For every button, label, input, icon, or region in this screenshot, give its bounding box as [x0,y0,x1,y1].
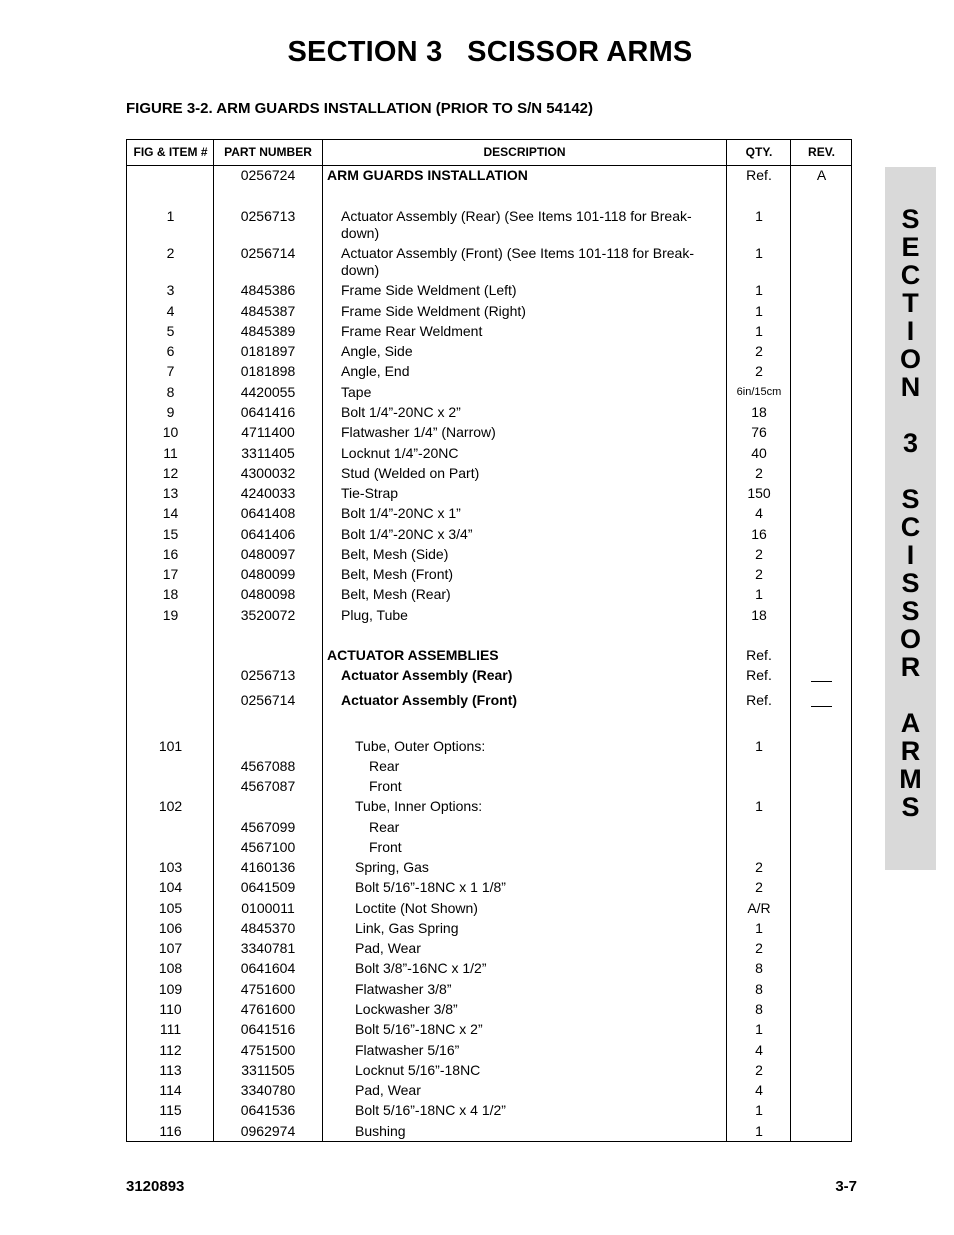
qty-cell: Ref. [746,647,772,663]
fig-item-cell: 112 [159,1042,182,1058]
description-cell: Flatwasher 3/8” [355,981,452,997]
part-number-cell: 0641509 [240,879,296,895]
description-cell: Bolt 1/4”-20NC x 1” [341,505,461,521]
fig-item-cell: 12 [162,465,179,481]
description-cell: Rear [369,758,400,774]
fig-item-cell: 10 [162,424,179,440]
table-row [127,282,851,300]
table-row [127,424,851,442]
description-cell: Bolt 1/4”-20NC x 2” [341,404,461,420]
description-cell: Tie-Strap [341,485,399,501]
part-number-cell: 0641604 [240,960,296,976]
fig-item-cell: 6 [166,343,175,359]
table-row [127,167,851,185]
part-number-cell: 0480099 [240,566,296,582]
fig-item-cell: 8 [166,384,175,400]
description-cell: Front [369,839,402,855]
qty-cell: 2 [755,940,763,956]
part-number-cell: 4567099 [240,819,296,835]
qty-cell: 8 [755,1001,763,1017]
part-number-cell: 0641516 [240,1021,296,1037]
side-tab-letter: M [899,764,922,794]
part-number-cell: 0641408 [240,505,296,521]
parts-table [126,139,852,1142]
description-cell: Belt, Mesh (Front) [341,566,454,582]
description-cell: Flatwasher 1/4” (Narrow) [341,424,496,440]
side-tab-letter: I [906,540,915,570]
fig-item-cell: 9 [166,404,175,420]
description-cell-continued: down) [341,225,380,241]
description-cell: Pad, Wear [355,1082,421,1098]
table-header [127,140,851,166]
table-row [127,323,851,341]
header-fig-item: FIG & ITEM # [133,145,208,159]
part-number-cell: 4845386 [240,282,296,298]
table-row [127,667,851,685]
part-number-cell: 3340780 [240,1082,296,1098]
side-tab-letter: S [901,204,920,234]
table-row [127,798,851,816]
qty-cell: 4 [755,1082,763,1098]
part-number-cell: 3520072 [240,607,296,623]
part-number-cell: 0256713 [240,208,296,224]
description-cell: Frame Side Weldment (Left) [341,282,517,298]
side-tab-letter: A [900,708,921,738]
fig-item-cell: 5 [166,323,175,339]
table-row [127,940,851,958]
description-cell: Lockwasher 3/8” [355,1001,458,1017]
table-row [127,960,851,978]
qty-cell: 1 [755,282,763,298]
section-side-tab [885,167,936,870]
description-cell: Pad, Wear [355,940,421,956]
table-row [127,445,851,463]
table-row [127,607,851,625]
qty-cell: 1 [755,1021,763,1037]
table-row [127,303,851,321]
description-cell: Bolt 5/16”-18NC x 4 1/2” [355,1102,506,1118]
qty-cell: 1 [755,798,763,814]
table-row [127,900,851,918]
qty-cell: 1 [755,1102,763,1118]
table-row [127,819,851,837]
qty-cell: 18 [751,404,767,420]
qty-cell: 1 [755,208,763,224]
qty-cell: 8 [755,981,763,997]
fig-item-cell: 110 [159,1001,182,1017]
table-row [127,208,851,244]
part-number-cell: 4240033 [240,485,296,501]
table-row [127,546,851,564]
qty-cell: 4 [755,1042,763,1058]
table-row [127,1123,851,1141]
qty-cell: Ref. [746,667,772,683]
side-tab-letter: C [900,512,921,542]
qty-cell: Ref. [746,692,772,708]
qty-cell: Ref. [746,167,772,183]
side-tab-letter: S [901,568,920,598]
table-row [127,778,851,796]
fig-item-cell: 101 [158,738,183,754]
qty-cell: 2 [755,363,763,379]
section-title: SECTION 3 SCISSOR ARMS [287,36,693,68]
table-row [127,1001,851,1019]
qty-cell: 76 [751,424,767,440]
part-number-cell: 4420055 [240,384,296,400]
qty-cell: 2 [755,566,763,582]
part-number-cell: 4711400 [241,424,295,440]
figure-title: FIGURE 3-2. ARM GUARDS INSTALLATION (PRIOR TO S/N 54142) [126,100,593,117]
description-cell: Frame Side Weldment (Right) [341,303,526,319]
fig-item-cell: 16 [162,546,179,562]
table-row [127,738,851,756]
header-qty: QTY. [745,145,773,159]
qty-cell: A/R [747,900,771,916]
table-row [127,1021,851,1039]
fig-item-cell: 104 [158,879,183,895]
qty-cell: 2 [755,343,763,359]
fig-item-cell: 13 [162,485,179,501]
table-row [127,384,851,402]
table-row [127,920,851,938]
table-row [127,526,851,544]
table-row [127,879,851,897]
table-row [127,465,851,483]
fig-item-cell: 107 [158,940,183,956]
description-cell-continued: down) [341,262,380,278]
fig-item-cell: 19 [162,607,179,623]
qty-cell: 150 [747,485,771,501]
description-cell: Actuator Assembly (Rear) [341,667,513,683]
part-number-cell: 3311505 [241,1062,295,1078]
part-number-cell: 0480097 [240,546,296,562]
qty-cell: 1 [755,323,763,339]
qty-cell: 1 [755,1123,763,1139]
table-row [127,363,851,381]
fig-item-cell: 4 [166,303,175,319]
part-number-cell: 4761600 [240,1001,296,1017]
side-tab-letter: R [900,736,921,766]
part-number-cell: 0641406 [240,526,296,542]
part-number-cell: 0641416 [240,404,296,420]
description-cell: Actuator Assembly (Rear) (See Items 101-118 for Break- [341,208,692,224]
description-cell: Front [369,778,402,794]
rev-blank-line [811,681,832,682]
qty-cell: 2 [755,546,763,562]
part-number-cell: 0256714 [240,692,296,708]
part-number-cell: 0962974 [240,1123,296,1139]
description-cell: Frame Rear Weldment [341,323,483,339]
part-number-cell: 0256714 [240,245,296,261]
part-number-cell: 4845370 [240,920,296,936]
page-number: 3-7 [835,1178,857,1195]
fig-item-cell: 114 [159,1082,182,1098]
description-cell: Angle, End [341,363,410,379]
table-row [127,505,851,523]
description-cell: ARM GUARDS INSTALLATION [327,167,528,183]
description-cell: ACTUATOR ASSEMBLIES [327,647,499,663]
description-cell: Rear [369,819,400,835]
table-row [127,586,851,604]
description-cell: Link, Gas Spring [355,920,459,936]
qty-cell: 2 [755,859,763,875]
description-cell: Bolt 3/8”-16NC x 1/2” [355,960,487,976]
part-number-cell: 0480098 [240,586,296,602]
description-cell: Spring, Gas [355,859,429,875]
header-rev: REV. [808,145,835,159]
fig-item-cell: 3 [166,282,175,298]
side-tab-letter: S [901,484,920,514]
qty-cell: 4 [755,505,763,521]
side-tab-letter: N [900,372,921,402]
rev-cell: A [816,167,827,183]
part-number-cell: 0641536 [240,1102,296,1118]
side-tab-letter: S [901,792,920,822]
table-row [127,1062,851,1080]
fig-item-cell: 2 [166,245,175,261]
fig-item-cell: 102 [158,798,183,814]
header-description: DESCRIPTION [483,145,566,159]
table-row [127,839,851,857]
side-tab-letter: C [900,260,921,290]
qty-cell: 1 [755,303,763,319]
part-number-cell: 4751600 [240,981,296,997]
side-tab-letter: O [899,344,921,374]
part-number-cell: 4567087 [240,778,296,794]
part-number-cell: 4845387 [240,303,296,319]
qty-cell: 16 [751,526,767,542]
part-number-cell: 0256713 [240,667,296,683]
qty-cell: 8 [755,960,763,976]
table-row [127,485,851,503]
part-number-cell: 0256724 [240,167,296,183]
fig-item-cell: 105 [158,900,183,916]
table-row [127,343,851,361]
table-row [127,1102,851,1120]
table-row [127,1042,851,1060]
qty-cell: 18 [751,607,767,623]
fig-item-cell: 116 [159,1123,182,1139]
table-row [127,245,851,281]
fig-item-cell: 109 [158,981,183,997]
description-cell: Actuator Assembly (Front) (See Items 101-118 for Break- [341,245,694,261]
description-cell: Bushing [355,1123,406,1139]
description-cell: Tape [341,384,372,400]
part-number-cell: 0181898 [240,363,296,379]
fig-item-cell: 1 [166,208,175,224]
qty-cell: 2 [755,1062,763,1078]
part-number-cell: 4751500 [240,1042,296,1058]
fig-item-cell: 11 [163,445,178,461]
description-cell: Plug, Tube [341,607,408,623]
description-cell: Actuator Assembly (Front) [341,692,518,708]
side-tab-letter: I [906,316,915,346]
description-cell: Tube, Inner Options: [355,798,483,814]
table-row [127,566,851,584]
qty-cell: 1 [755,920,763,936]
fig-item-cell: 106 [158,920,183,936]
description-cell: Belt, Mesh (Rear) [341,586,451,602]
part-number-cell: 4567100 [240,839,296,855]
side-tab-letter: O [899,624,921,654]
part-number-cell: 4845389 [240,323,296,339]
description-cell: Bolt 5/16”-18NC x 1 1/8” [355,879,506,895]
qty-cell: 1 [755,586,763,602]
description-cell: Bolt 1/4”-20NC x 3/4” [341,526,473,542]
side-tab-letter: R [900,652,921,682]
side-tab-letter: S [901,596,920,626]
description-cell: Angle, Side [341,343,413,359]
part-number-cell: 3340781 [240,940,296,956]
description-cell: Bolt 5/16”-18NC x 2” [355,1021,483,1037]
description-cell: Locknut 5/16”-18NC [355,1062,481,1078]
side-tab-letter: T [902,288,919,318]
part-number-cell: 4300032 [240,465,296,481]
description-cell: Loctite (Not Shown) [355,900,478,916]
qty-cell: 2 [755,465,763,481]
table-row [127,981,851,999]
table-row [127,1082,851,1100]
description-cell: Belt, Mesh (Side) [341,546,449,562]
fig-item-cell: 7 [166,363,175,379]
qty-cell: 6in/15cm [736,386,782,398]
part-number-cell: 0100011 [241,900,295,916]
part-number-cell: 3311405 [241,445,295,461]
description-cell: Locknut 1/4”-20NC [341,445,459,461]
part-number-cell: 4567088 [240,758,296,774]
table-row [127,692,851,710]
description-cell: Tube, Outer Options: [355,738,486,754]
rev-blank-line [811,706,832,707]
table-row [127,859,851,877]
fig-item-cell: 108 [158,960,183,976]
part-number-cell: 0181897 [240,343,296,359]
side-tab-letter: 3 [902,428,919,458]
side-tab-letter: E [901,232,920,262]
header-part-number: PART NUMBER [224,145,312,159]
table-row [127,758,851,776]
table-row [127,404,851,422]
fig-item-cell: 17 [162,566,179,582]
qty-cell: 1 [755,245,763,261]
fig-item-cell: 111 [159,1021,182,1037]
part-number-cell: 4160136 [240,859,296,875]
qty-cell: 40 [751,445,767,461]
fig-item-cell: 15 [162,526,179,542]
description-cell: Flatwasher 5/16” [355,1042,460,1058]
fig-item-cell: 103 [158,859,183,875]
table-row [127,647,851,665]
fig-item-cell: 14 [162,505,179,521]
fig-item-cell: 113 [159,1062,182,1078]
document-number: 3120893 [126,1178,185,1195]
qty-cell: 2 [755,879,763,895]
fig-item-cell: 18 [162,586,179,602]
fig-item-cell: 115 [159,1102,182,1118]
qty-cell: 1 [755,738,763,754]
description-cell: Stud (Welded on Part) [341,465,480,481]
